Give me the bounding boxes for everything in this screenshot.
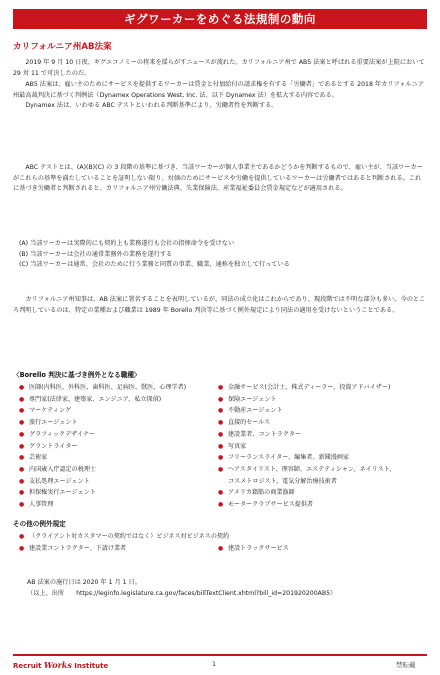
paragraph: Dynamex 法は、いわゆる ABC テストといわれる判断基準により、労働者性を判断する。 xyxy=(25,102,278,110)
bullet-icon: ● xyxy=(218,407,224,415)
bullet-icon: ● xyxy=(19,407,25,415)
list-item-continuation: コスメトロジスト、電気分解治療技術者 xyxy=(228,477,337,485)
list-item: ● 金融サービス(会計士、株式ディーラー、投資アドバイザー) xyxy=(218,382,418,394)
paragraph: AB5 法案は、雇い主のためにサービスを提供するワーカーは賃金と付加給付の請求権を有する「労働者」であるとする 2018 年カリフォルニア州最高裁判決に基づく判例法（Dynamex Operations West, Inc. 法、以下 Dynamex 法）を拡大する内容である。 xyxy=(13,81,425,99)
list-item: ● 直接的セールス xyxy=(218,417,418,429)
source-label: （以上、出所 xyxy=(27,589,65,597)
source-line xyxy=(27,589,427,600)
list-item: ● アメリカ籍船の商業漁師 xyxy=(218,487,418,499)
other-exceptions-heading: その他の例外規定 xyxy=(13,520,66,528)
bullet-icon: ● xyxy=(19,395,25,403)
intro-paragraphs xyxy=(13,58,427,112)
list-item: ● グラフィックデザイナー xyxy=(19,429,219,441)
bullet-icon: ● xyxy=(218,489,224,497)
bullet-icon: ● xyxy=(19,489,25,497)
list-item: ● 不動産エージェント xyxy=(218,405,418,417)
other-exceptions-list-right xyxy=(218,543,418,555)
list-item: ● 建設業コントラクター、下請け業者 xyxy=(19,543,419,555)
bullet-icon: ● xyxy=(218,419,224,427)
exceptions-right-column xyxy=(218,382,418,511)
bullet-icon: ● xyxy=(19,430,25,438)
bullet-icon: ● xyxy=(218,501,224,509)
criterion-b: (B) 当該ワーカーは会社の通常業務外の業務を遂行する xyxy=(19,250,173,258)
bullet-icon: ● xyxy=(19,533,25,540)
list-item: ● モータークラブサービス提供者 xyxy=(218,499,418,511)
list-item: ● グラントライター xyxy=(19,441,219,453)
list-item: ● マーケティング xyxy=(19,405,219,417)
bullet-icon: ● xyxy=(218,430,224,438)
page-number: 1 xyxy=(212,660,217,668)
effective-date: AB 法案の施行日は 2020 年 1 月 1 日。 xyxy=(27,579,141,586)
paragraph: カリフォルニア州知事は、AB 法案に署名することを表明しているが、同法の成立化はこれからであり、現段階では不明な部分も多い。今のところ判明しているのは、特定の業種および職業は 1989 年 Borello 判決等に基づく例外規定により同法の適用を受けないということである。 xyxy=(13,296,426,314)
paragraph: ABC テストとは、(A)(B)(C) の 3 段階の基準に基づき、当該ワーカーが個人事業主であるかどうかを判断するもので、雇い主が、当該ワーカーがこれらの基準を満たしていることを証明しない限り、対価のためにサービスや労働を提供しているワーカーは労働者ではあると判断される。これに基づき労働者と判断されると、カリフォルニア州労働法典、失業保険法、産業福祉委員会賃金規定などが適用される。 xyxy=(13,164,423,193)
list-item: ● 内国歳入庁認定の税理士 xyxy=(19,464,219,476)
bullet-icon: ● xyxy=(218,454,224,462)
bullet-icon: ● xyxy=(19,419,25,427)
page-title: ギグワーカーをめぐる法規制の動向 xyxy=(13,9,427,29)
bullet-icon: ● xyxy=(218,465,224,473)
list-item: ● 旅行エージェント xyxy=(19,417,219,429)
exceptions-left-column xyxy=(19,382,219,511)
bullet-icon: ● xyxy=(218,395,224,403)
criterion-c: (C) 当該ワーカーは通常、会社のために行う業務と同質の事業、職業、通称を独立して行っている xyxy=(19,261,290,269)
footer-rule xyxy=(13,654,427,656)
bullet-icon: ● xyxy=(19,465,25,473)
effective-date-note xyxy=(27,578,427,599)
list-item: ● 建設業者、コントラクター xyxy=(218,429,418,441)
bullet-icon: ● xyxy=(218,544,224,552)
abc-paragraph xyxy=(13,163,427,195)
recruit-works-logo: Recruit Works Institute xyxy=(13,660,109,670)
section-heading: カリフォルニア州AB法案 xyxy=(13,42,112,52)
bullet-icon: ● xyxy=(19,442,25,450)
list-item: ● 芸術家 xyxy=(19,452,219,464)
bullet-icon: ● xyxy=(19,454,25,462)
governor-paragraph xyxy=(13,295,427,316)
source-link[interactable]: https://leginfo.legislature.ca.gov/faces/billTextClient.xhtml?bill_id=201920200AB5） xyxy=(76,589,337,597)
list-item: ● 写真家 xyxy=(218,441,418,453)
list-item: ● 保険エージェント xyxy=(218,394,418,406)
no-reprint-notice: 禁転載 xyxy=(396,661,416,669)
exceptions-heading: 〈Borello 判決に基づき例外となる職種〉 xyxy=(13,371,141,379)
abc-criteria xyxy=(19,239,419,271)
bullet-icon: ● xyxy=(19,501,25,509)
list-item: ● （クライアント対カスタマーの契約ではなく）ビジネス対ビジネスの契約 xyxy=(19,531,419,543)
bullet-icon: ● xyxy=(19,544,25,552)
criterion-a: (A) 当該ワーカーは実際的にも契約上も業務遂行も会社の指揮命令を受けない xyxy=(19,240,235,247)
list-item: ● 人事管理 xyxy=(19,499,219,511)
bullet-icon: ● xyxy=(19,384,25,391)
paragraph: 2019 年 9 月 10 日夜、ギグエコノミーの将来を揺らがすニュースが流れた。カリフォルニア州で AB5 法案と呼ばれる重要法案が上院において 29 対 11 で可決したのだ。 xyxy=(13,59,425,77)
bullet-icon: ● xyxy=(218,384,224,391)
list-item: ● 支払処理エージェント xyxy=(19,476,219,488)
list-item: ● 医師(内科医、外科医、歯科医、足病医、獣医、心理学者) xyxy=(19,382,219,394)
bullet-icon: ● xyxy=(19,477,25,485)
list-item: ● 建設トラックサービス xyxy=(218,543,418,555)
bullet-icon: ● xyxy=(218,442,224,450)
list-item: ● ヘアスタイリスト、理容師、エステティシャン、ネイリスト、 xyxy=(218,464,418,476)
list-item: ● 担保権実行エージェント xyxy=(19,487,219,499)
list-item: ● フリーランスライター、編集者、新聞漫画家 xyxy=(218,452,418,464)
list-item: ● 専門家(法律家、建築家、エンジニア、私立探偵) xyxy=(19,394,219,406)
